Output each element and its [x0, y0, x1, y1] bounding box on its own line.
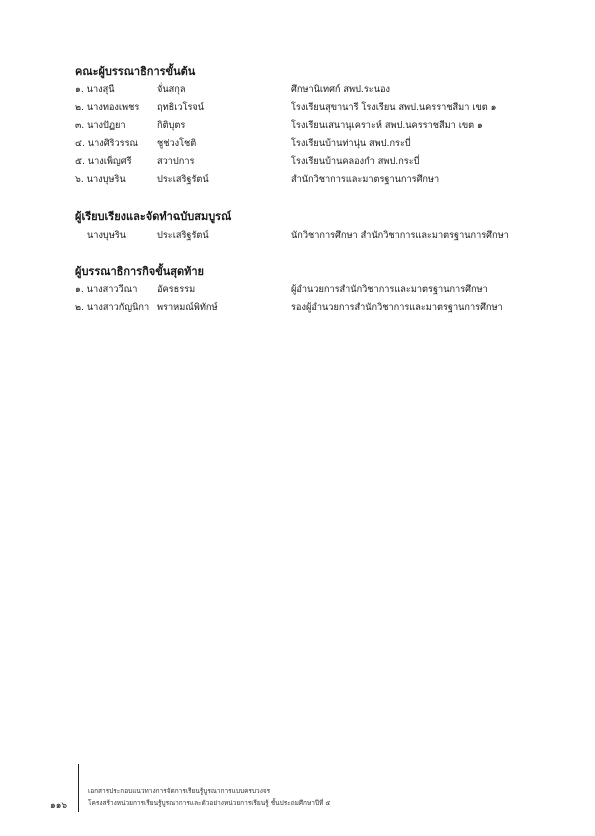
- page-number: ๑๑๖: [50, 801, 68, 811]
- member-surname: ฤทธิเวโรจน์: [157, 102, 205, 113]
- member-surname: จั่นสกุล: [157, 84, 186, 95]
- section-title: คณะผู้บรรณาธิการขั้นต้น: [75, 65, 196, 78]
- member-affiliation: โรงเรียนบ้านท่านุ่น สพป.กระบี่: [291, 138, 411, 149]
- member-affiliation: นักวิชาการศึกษา สำนักวิชาการและมาตรฐานการศึกษา: [291, 230, 509, 241]
- member-surname: ประเสริฐรัตน์: [157, 230, 209, 241]
- member-affiliation: ผู้อำนวยการสำนักวิชาการและมาตรฐานการศึกษา: [291, 284, 488, 295]
- member-affiliation: ศึกษานิเทศก์ สพป.ระนอง: [291, 84, 390, 95]
- member-surname: กิติบุตร: [157, 120, 186, 131]
- member-name: ๒. นางทองเพชร: [75, 102, 140, 113]
- member-surname: ประเสริฐรัตน์: [157, 174, 209, 185]
- member-name: ๑. นางสุนี: [75, 84, 115, 95]
- footer-divider: [78, 764, 79, 812]
- member-name: นางบุษริน: [87, 230, 127, 241]
- member-affiliation: รองผู้อำนวยการสำนักวิชาการและมาตรฐานการศึกษา: [291, 302, 503, 313]
- member-name: ๑. นางสาววีณา: [75, 284, 138, 295]
- footer-line-1: เอกสารประกอบแนวทางการจัดการเรียนรู้บูรณาการแบบครบวงจร: [88, 787, 271, 795]
- member-surname: ชูช่วงโชติ: [157, 138, 197, 149]
- member-name: ๒. นางสาวกัญนิกา: [75, 302, 150, 313]
- member-name: ๕. นางเพ็ญศรี: [75, 156, 132, 167]
- member-name: ๓. นางปัฏยา: [75, 120, 126, 131]
- section-title: ผู้เรียบเรียงและจัดทำฉบับสมบูรณ์: [75, 210, 232, 223]
- member-surname: สวาปการ: [157, 156, 195, 167]
- section-title: ผู้บรรณาธิการกิจขั้นสุดท้าย: [75, 265, 204, 278]
- member-affiliation: โรงเรียนสุขานารี โรงเรียน สพป.นครราชสีมา เขต ๑: [291, 102, 497, 113]
- member-name: ๔. นางศิริวรรณ: [75, 138, 139, 149]
- member-name: ๖. นางบุษริน: [75, 174, 126, 185]
- footer-line-2: โครงสร้างหน่วยการเรียนรู้บูรณาการและตัวอย่างหน่วยการเรียนรู้ ชั้นประถมศึกษาปีที่ ๕: [88, 799, 331, 807]
- member-surname: อัครธรรม: [157, 284, 196, 295]
- member-surname: พราหมณ์พิทักษ์: [157, 302, 218, 313]
- member-affiliation: โรงเรียนเสนานุเคราะห์ สพป.นครราชสีมา เขต ๑: [291, 120, 483, 131]
- member-affiliation: โรงเรียนบ้านคลองกำ สพป.กระบี่: [291, 156, 420, 167]
- member-affiliation: สำนักวิชาการและมาตรฐานการศึกษา: [291, 174, 440, 185]
